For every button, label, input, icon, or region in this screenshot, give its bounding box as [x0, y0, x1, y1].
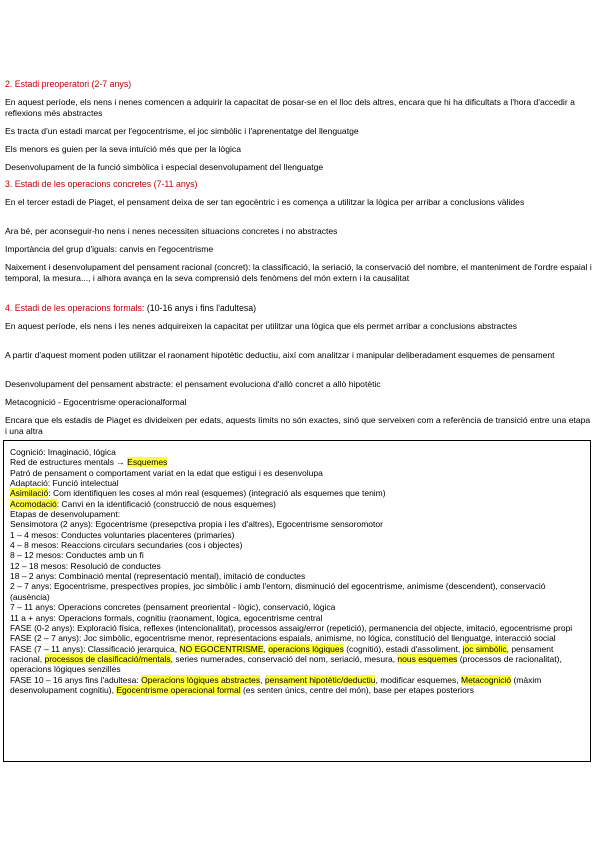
stage4-paragraph: Desenvolupament del pensament abstracte: el pensament evoluciona d'allò concret a allò hipotètic	[5, 379, 381, 389]
summary-text: 4 – 8 mesos: Reaccions circulars secundaries (cos i objectes)	[10, 540, 243, 551]
summary-line	[10, 519, 584, 529]
summary-line	[10, 468, 584, 478]
summary-text: FASE (7 – 11 anys): Classificació jerarquica,	[10, 643, 180, 654]
stage2-paragraph: Els menors es guien per la seva intuïció més que per la lògica	[5, 144, 241, 154]
summary-text: : Com identifiquen les coses al món real (esquemes) (integració als esquemes que tenim)	[48, 488, 386, 499]
summary-text: ,	[263, 643, 269, 654]
summary-text: 2 – 7 anys: Egocentrisme, prespectives propies, joc simbòlic i amb l'entorn, disminució del egocentrisme, animisme (descendent), conservació (ausència)	[10, 581, 546, 602]
highlighted-term: Acomodació	[10, 498, 57, 509]
highlighted-term: Egocentrisme operacional formal	[116, 684, 241, 695]
stage2-paragraph: Es tracta d'un estadi marcat per l'egocentrisme, el joc simbòlic i l'aprenentatge del llenguatge	[5, 126, 359, 136]
summary-text: Cognició: Imaginació, lógica	[10, 447, 116, 457]
summary-line	[10, 530, 584, 540]
summary-line	[10, 561, 584, 571]
summary-text: , modificar esquemes,	[375, 674, 461, 685]
summary-text: (processos de racionalitat), operacions lògiques senzilles	[10, 653, 562, 675]
stage4-paragraph: Metacognició - Egocentrisme operacionalformal	[5, 397, 187, 407]
highlighted-term: pensament hipotètic/deductiu	[264, 674, 376, 685]
highlighted-term: Metacognició	[461, 674, 512, 685]
summary-line	[10, 509, 584, 519]
summary-text: FASE 10 – 16 anys fins l'adultesa:	[10, 674, 142, 685]
stage2-paragraph: Desenvolupament de la funció simbòlica i especial desenvolupament del llenguatge	[5, 162, 324, 172]
highlighted-term: Esquemes	[127, 457, 168, 468]
summary-text: Red de estructures mentals →	[10, 457, 128, 468]
highlighted-term: processos de clasificació/mentals	[44, 653, 171, 664]
stage3-paragraph: Ara bé, per aconseguir-ho nens i nenes necessiten situacions concretes i no abstractes	[5, 226, 338, 236]
highlighted-term: joc simbòlic	[462, 643, 507, 654]
stage3-paragraph: En el tercer estadi de Piaget, el pensament deixa de ser tan egocèntric i es comença a utilitzar la lògica per arribar a conclusions vàlides	[5, 197, 525, 207]
stage2-heading: 2. Estadi preoperatori (2-7 anys)	[5, 79, 132, 89]
summary-line	[10, 644, 584, 675]
stage2-paragraph: En aquest període, els nens i nenes comencen a adquirir la capacitat de posar-se en el lloc dels altres, encara que hi ha dificultats a l'hora d'accedir a reflexions més abstractes	[5, 97, 575, 118]
stage4-paragraph: Encara que els estadis de Piaget es divideixen per edats, aquests límits no són exactes, sinó que serveixen com a referència de transició entre una etapa i una altra	[5, 415, 591, 436]
summary-line	[10, 540, 584, 550]
summary-text: 1 – 4 mesos: Conductes voluntaries placenteres (primaries)	[10, 529, 235, 540]
stage4-heading	[5, 303, 593, 314]
summary-text: (es senten únics, centre del món), base per etapes posteriors	[240, 684, 474, 695]
summary-text: 7 – 11 anys: Operacions concretes (pensament preoriental - lògic), conservació, lògica	[10, 602, 336, 613]
highlighted-term: Asimilació	[10, 488, 49, 499]
summary-line	[10, 571, 584, 581]
summary-text: Patró de pensament o comportament variat en la edat que estigui i es desenvolupa	[10, 467, 323, 478]
stage4-title: 4. Estadi de les operacions formals:	[5, 303, 145, 313]
summary-text: (màxim desenvolupament cognitiu),	[10, 674, 542, 695]
summary-line	[10, 488, 584, 498]
summary-text: Sensimotora (2 anys): Egocentrisme (presepctiva propia i les d'altres), Egocentrisme sensoromotor	[10, 519, 383, 530]
highlighted-term: nous esquemes	[397, 653, 458, 664]
summary-text: , series numerades, conservació del nom, seriació, mesura,	[170, 653, 398, 664]
summary-text: Etapas de desenvolupament:	[10, 509, 121, 520]
summary-lines	[10, 447, 584, 695]
summary-line	[10, 613, 584, 623]
summary-text: Adaptació: Funció intelectual	[10, 478, 119, 489]
summary-text: 18 – 2 anys: Combinació mental (representació mental), imitació de conductes	[10, 571, 306, 582]
summary-text: 11 a + anys: Operacions formals, cognitiu (raonament, lògica, egocentrisme central	[10, 612, 323, 623]
summary-line	[10, 550, 584, 560]
summary-text: : Canvi en la identificació (construcció de nous esquemes)	[56, 498, 277, 509]
stage4-paragraph: A partir d'aquest moment poden utilitzar el raonament hipotètic deductiu, així com analitzar i manipular deliberadament esquemes de pensament	[5, 350, 555, 360]
summary-text: FASE (2 – 7 anys): Joc simbòlic, egocentrisme menor, representacions espaials, animisme, no lógica, constitució del llenguatge, interacció social	[10, 633, 556, 644]
highlighted-term: NO EGOCENTRISME	[179, 643, 264, 654]
summary-text: 12 – 18 mesos: Resolució de conductes	[10, 560, 161, 571]
stage4-title-ages: (10-16 anys i fins l'adultesa)	[146, 303, 257, 313]
summary-line	[10, 478, 584, 488]
summary-text: (cognitió), estadi d'assoliment,	[343, 643, 463, 654]
highlighted-term: Operacions lògiques abstractes	[141, 674, 261, 685]
summary-text: FASE (0-2 anys): Exploració física, reflexes (intencionalitat), processos assaig/error (repetició), permanencia del objecte, imitació, egocentrisme propi	[10, 622, 573, 633]
summary-text: , pensament racional,	[10, 643, 554, 664]
highlighted-term: operacions lògiques	[268, 643, 344, 654]
stage3-heading: 3. Estadi de les operacions concretes (7-11 anys)	[5, 179, 198, 189]
summary-text: 8 – 12 mesos: Conductes amb un fi	[10, 550, 144, 561]
summary-line	[10, 447, 584, 457]
stage4-paragraph: En aquest període, els nens i les nenes adquireixen la capacitat per utilitzar una lògica que els permet arribar a conclusions abstractes	[5, 321, 518, 331]
summary-box	[3, 440, 591, 762]
summary-line	[10, 581, 584, 602]
summary-line	[10, 457, 584, 467]
stage3-paragraph: Importància del grup d'iguals: canvis en l'egocentrisme	[5, 244, 214, 254]
summary-line	[10, 623, 584, 633]
summary-line	[10, 602, 584, 612]
summary-line	[10, 499, 584, 509]
summary-text: ,	[260, 674, 265, 685]
stage3-paragraph: Naixement i desenvolupament del pensament racional (concret): la classificació, la seriació, la conservació del nombre, el manteniment de l'ordre espaial i temporal, la mesura..., i alhora avança en la seva comprensió dels fenòmens del món extern i la causalitat	[5, 262, 592, 283]
summary-line	[10, 633, 584, 643]
summary-line	[10, 675, 584, 696]
